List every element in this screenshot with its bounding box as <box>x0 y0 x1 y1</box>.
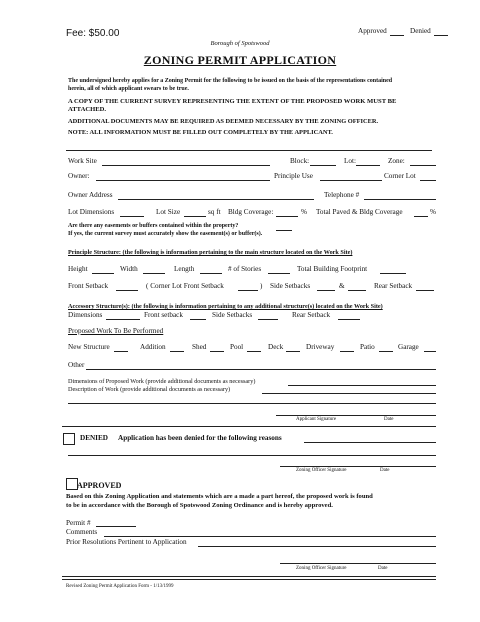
denied-checkbox[interactable] <box>63 433 75 445</box>
corner-front-paren: ) <box>260 282 263 290</box>
footprint-field[interactable] <box>380 273 406 274</box>
officer-date-label-1: Date <box>380 468 390 473</box>
bldg-coverage-field[interactable] <box>276 216 298 217</box>
principle-use-label: Principle Use <box>274 172 313 180</box>
deck-field[interactable] <box>286 351 300 352</box>
garage-field[interactable] <box>424 351 436 352</box>
owner-label: Owner: <box>68 172 90 180</box>
accessory-rear-label: Rear Setback <box>292 311 331 319</box>
applicant-signature-line[interactable] <box>276 415 436 416</box>
additional-docs: ADDITIONAL DOCUMENTS MAY BE REQUIRED AS DEEMED NECESSARY BY THE ZONING OFFICER. <box>68 118 379 125</box>
prior-resolutions-field[interactable] <box>198 546 436 547</box>
applicant-date-label: Date <box>384 417 394 422</box>
front-setback-label: Front Setback <box>68 282 109 290</box>
principle-use-field[interactable] <box>320 180 382 181</box>
other-field[interactable] <box>86 369 436 370</box>
lot-label: Lot: <box>344 157 356 165</box>
survey-line-2: ATTACHED. <box>68 106 107 113</box>
corner-lot-field[interactable] <box>420 180 436 181</box>
description-work-field[interactable] <box>262 393 436 394</box>
side-setbacks-amp: & <box>339 282 345 290</box>
addition-label: Addition <box>140 343 166 351</box>
approved-blank[interactable] <box>390 35 404 36</box>
description-work-field-2[interactable] <box>68 403 436 404</box>
approved-statement-2: to be in accordance with the Borough of Spotswood Zoning Ordinance and is hereby approved. <box>66 502 333 509</box>
survey-line-1: A COPY OF THE CURRENT SURVEY REPRESENTING THE EXTENT OF THE PROPOSED WORK MUST BE <box>68 98 397 105</box>
dimensions-proposed-label: Dimensions of Proposed Work (provide additional documents as necessary) <box>68 378 256 385</box>
principle-structure-heading: Principle Structure: (the following is information pertaining to the main structure located on the Work Site) <box>68 249 353 256</box>
other-label: Other <box>68 361 85 369</box>
owner-address-field[interactable] <box>118 199 314 200</box>
denied-label: Denied <box>410 27 431 35</box>
owner-field[interactable] <box>96 180 270 181</box>
zone-field[interactable] <box>410 165 436 166</box>
proposed-work-heading: Proposed Work To Be Performed <box>68 327 164 335</box>
dimensions-proposed-field[interactable] <box>288 385 436 386</box>
approved-label: Approved <box>358 27 387 35</box>
work-site-label: Work Site <box>68 157 97 165</box>
length-field[interactable] <box>200 273 222 274</box>
width-label: Width <box>120 265 138 273</box>
revision-footer: Revised Zoning Permit Application Form - 1/13/1999 <box>66 584 174 589</box>
driveway-field[interactable] <box>340 351 354 352</box>
rear-setback-label: Rear Setback <box>374 282 413 290</box>
telephone-field[interactable] <box>364 199 436 200</box>
easements-note: If yes, the current survey must accurately show the easement(s) or buffer(s). <box>68 231 263 237</box>
permit-field[interactable] <box>96 526 136 527</box>
bldg-coverage-label: Bldg Coverage: <box>228 208 274 216</box>
officer-date-label-2: Date <box>378 566 388 571</box>
denied-reasons-label: Application has been denied for the following reasons <box>118 434 282 442</box>
corner-front-setback-field[interactable] <box>238 290 258 291</box>
new-structure-field[interactable] <box>114 351 128 352</box>
pool-field[interactable] <box>247 351 261 352</box>
pool-label: Pool <box>230 343 244 351</box>
rear-setback-field[interactable] <box>416 290 434 291</box>
width-field[interactable] <box>143 273 165 274</box>
addition-field[interactable] <box>170 351 184 352</box>
front-setback-field[interactable] <box>116 290 138 291</box>
easements-question: Are there any easements or buffers contained within the property? <box>68 223 239 229</box>
length-label: Length <box>174 265 195 273</box>
comments-field[interactable] <box>104 536 436 537</box>
driveway-label: Driveway <box>306 343 335 351</box>
height-label: Height <box>68 265 88 273</box>
garage-label: Garage <box>398 343 419 351</box>
accessory-dimensions-label: Dimensions <box>68 311 103 319</box>
denied-blank[interactable] <box>434 35 448 36</box>
denied-reasons-field-2[interactable] <box>68 455 436 456</box>
bldg-coverage-pct: % <box>301 208 307 216</box>
block-label: Block: <box>290 157 310 165</box>
shed-label: Shed <box>192 343 207 351</box>
lot-dimensions-label: Lot Dimensions <box>68 208 115 216</box>
side-setbacks-label: Side Setbacks <box>270 282 311 290</box>
top-divider <box>66 150 432 151</box>
lot-field[interactable] <box>356 165 380 166</box>
fee-label: Fee: $50.00 <box>66 28 120 39</box>
footprint-label: Total Building Footprint <box>297 265 368 273</box>
permit-label: Permit # <box>66 519 91 527</box>
telephone-label: Telephone # <box>324 191 360 199</box>
middle-divider <box>62 426 436 427</box>
note-text: NOTE: ALL INFORMATION MUST BE FILLED OUT COMPLETELY BY THE APPLICANT. <box>68 129 333 136</box>
accessory-side-field[interactable] <box>258 319 278 320</box>
bottom-divider-1 <box>62 576 436 577</box>
lot-size-label: Lot Size <box>156 208 181 216</box>
accessory-dimensions-field[interactable] <box>106 319 140 320</box>
accessory-front-field[interactable] <box>190 319 206 320</box>
block-field[interactable] <box>310 165 336 166</box>
total-paved-label: Total Paved & Bldg Coverage <box>316 208 403 216</box>
denied-label: DENIED <box>80 434 108 442</box>
officer-signature-line-1[interactable] <box>280 466 436 467</box>
owner-address-label: Owner Address <box>68 191 113 199</box>
accessory-structure-heading: Accessory Structure(s): (the following is information pertaining to any additional structure(s) located on the Work Site) <box>68 303 383 310</box>
total-paved-field[interactable] <box>414 216 428 217</box>
intro-line-1: The undersigned hereby applies for a Zoning Permit for the following to be issued on the basis of the representations contained <box>68 78 393 84</box>
prior-resolutions-label: Prior Resolutions Pertinent to Application <box>66 538 187 546</box>
lot-dimensions-field[interactable] <box>120 216 144 217</box>
applicant-signature-label: Applicant Signature <box>296 417 337 422</box>
corner-front-setback-label: ( Corner Lot Front Setback <box>146 282 224 290</box>
new-structure-label: New Structure <box>68 343 110 351</box>
approved-label: APPROVED <box>77 481 122 490</box>
side-setback-field-2[interactable] <box>348 290 366 291</box>
stories-label: # of Stories <box>228 265 262 273</box>
total-paved-pct: % <box>430 208 436 216</box>
easements-field[interactable] <box>276 230 292 231</box>
zone-label: Zone: <box>388 157 405 165</box>
description-work-label: Description of Work (provide additional documents as necessary) <box>68 386 231 393</box>
denied-reasons-field[interactable] <box>304 442 436 443</box>
bottom-divider-2 <box>62 579 436 580</box>
corner-lot-label: Corner Lot <box>384 172 416 180</box>
accessory-side-label: Side Setbacks <box>212 311 253 319</box>
work-site-field[interactable] <box>102 165 270 166</box>
stories-field[interactable] <box>268 273 290 274</box>
officer-signature-label-2: Zoning Officer Signature <box>296 566 347 571</box>
accessory-rear-field[interactable] <box>338 319 360 320</box>
accessory-front-label: Front setback <box>144 311 183 319</box>
officer-signature-label-1: Zoning Officer Signature <box>296 468 347 473</box>
height-field[interactable] <box>92 273 114 274</box>
approved-statement-1: Based on this Zoning Application and statements which are a made a part hereof, the proposed work is found <box>66 493 373 500</box>
officer-signature-line-2[interactable] <box>280 563 436 564</box>
intro-line-2: herein, all of which applicant swears to be true. <box>68 86 189 92</box>
sqft-label: sq ft <box>208 208 221 216</box>
borough-name: Borough of Spotswood <box>210 40 270 47</box>
lot-size-field[interactable] <box>184 216 206 217</box>
patio-field[interactable] <box>379 351 393 352</box>
comments-label: Comments <box>66 528 98 536</box>
form-title: ZONING PERMIT APPLICATION <box>143 53 337 67</box>
deck-label: Deck <box>268 343 284 351</box>
patio-label: Patio <box>360 343 375 351</box>
side-setback-field-1[interactable] <box>317 290 335 291</box>
shed-field[interactable] <box>210 351 224 352</box>
